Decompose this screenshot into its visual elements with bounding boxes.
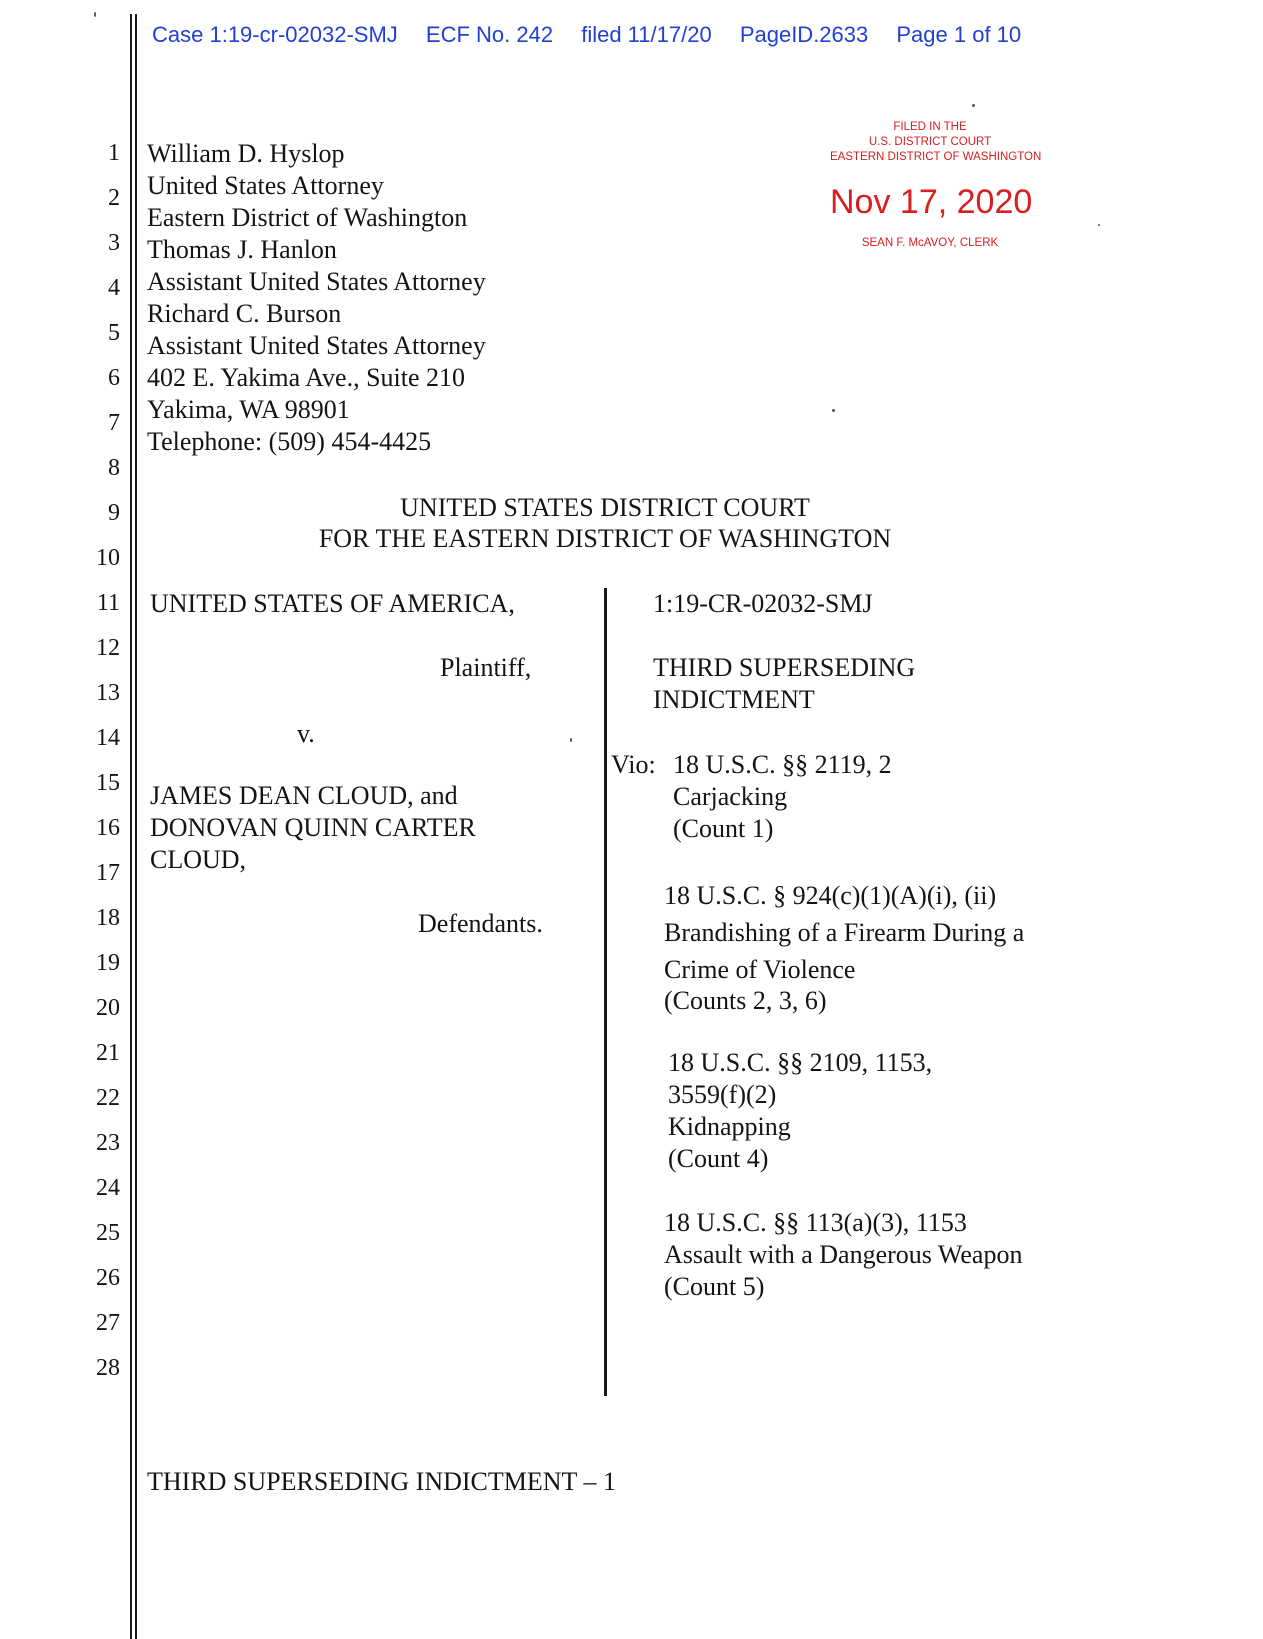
violation-statute: 18 U.S.C. § 924(c)(1)(A)(i), (ii) — [664, 881, 997, 910]
line-number: 11 — [96, 590, 120, 616]
filed-stamp-line1: FILED IN THE — [893, 121, 967, 133]
line-number: 14 — [96, 725, 120, 751]
violation-4 — [664, 1207, 1022, 1303]
ecf-page-count: Page 1 of 10 — [896, 22, 1022, 47]
scan-speck — [972, 104, 975, 107]
ecf-page-id: PageID.2633 — [739, 22, 869, 47]
attorney-line: Eastern District of Washington — [147, 203, 468, 232]
line-number: 16 — [96, 815, 120, 841]
document-title-line2: INDICTMENT — [653, 685, 815, 714]
violations-prefix: Vio: — [611, 750, 656, 779]
ecf-case-number: Case 1:19-cr-02032-SMJ — [152, 22, 398, 47]
left-margin-rule-inner — [135, 14, 137, 1639]
violation-offense: Assault with a Dangerous Weapon — [664, 1240, 1023, 1269]
line-number: 8 — [108, 455, 120, 481]
document-title-line1: THIRD SUPERSEDING — [653, 653, 916, 682]
attorney-line: Thomas J. Hanlon — [147, 235, 337, 264]
line-number: 23 — [96, 1130, 120, 1156]
violation-3 — [668, 1047, 932, 1175]
line-number: 9 — [108, 500, 120, 526]
plaintiff-label: Plaintiff, — [440, 653, 532, 682]
ecf-header — [152, 22, 1021, 48]
line-number: 5 — [108, 320, 120, 346]
line-number: 10 — [96, 545, 120, 571]
line-number: 19 — [96, 950, 120, 976]
versus: v. — [297, 719, 315, 748]
line-number: 25 — [96, 1220, 120, 1246]
scan-speck — [570, 738, 572, 742]
page-footer: THIRD SUPERSEDING INDICTMENT – 1 — [147, 1467, 616, 1496]
attorney-line: 402 E. Yakima Ave., Suite 210 — [147, 363, 466, 392]
line-number: 4 — [108, 275, 120, 301]
line-number: 1 — [108, 140, 120, 166]
violation-counts: (Counts 2, 3, 6) — [664, 986, 827, 1015]
caption-divider — [604, 588, 607, 1396]
violation-counts: (Count 1) — [673, 814, 774, 843]
scan-speck — [832, 409, 835, 412]
attorney-line: United States Attorney — [147, 171, 384, 200]
attorney-block — [147, 138, 486, 458]
line-number: 24 — [96, 1175, 120, 1201]
court-name-line2: FOR THE EASTERN DISTRICT OF WASHINGTON — [318, 524, 892, 553]
ecf-number: ECF No. 242 — [425, 22, 554, 47]
line-number: 12 — [96, 635, 120, 661]
violation-2 — [664, 877, 1024, 1017]
court-name-line1: UNITED STATES DISTRICT COURT — [400, 493, 810, 522]
violation-statute: 18 U.S.C. §§ 2109, 1153, — [668, 1048, 933, 1077]
scan-speck — [94, 12, 96, 17]
violation-statute: 18 U.S.C. §§ 113(a)(3), 1153 — [664, 1208, 967, 1237]
line-number: 17 — [96, 860, 120, 886]
filed-stamp-date: Nov 17, 2020 — [830, 183, 1033, 221]
line-number: 13 — [96, 680, 120, 706]
scan-speck — [1098, 224, 1100, 226]
attorney-line: William D. Hyslop — [147, 139, 345, 168]
attorney-line: Assistant United States Attorney — [147, 267, 486, 296]
violation-offense: Brandishing of a Firearm During a — [664, 918, 1025, 947]
violation-counts: (Count 4) — [668, 1144, 769, 1173]
line-number: 18 — [96, 905, 120, 931]
violation-statute: 18 U.S.C. §§ 2119, 2 — [673, 750, 892, 779]
violation-1 — [673, 749, 892, 845]
left-margin-rule — [130, 14, 132, 1639]
line-number: 27 — [96, 1310, 120, 1336]
line-number: 22 — [96, 1085, 120, 1111]
filed-stamp-clerk: SEAN F. McAVOY, CLERK — [861, 237, 999, 249]
defendants-label: Defendants. — [418, 909, 543, 938]
filed-stamp-line2: U.S. DISTRICT COURT — [868, 136, 992, 148]
violation-offense: Crime of Violence — [664, 955, 856, 984]
violation-offense: Kidnapping — [668, 1112, 791, 1141]
line-number: 2 — [108, 185, 120, 211]
violation-statute: 3559(f)(2) — [668, 1080, 777, 1109]
line-number: 26 — [96, 1265, 120, 1291]
line-number: 21 — [96, 1040, 120, 1066]
case-number: 1:19-CR-02032-SMJ — [653, 589, 873, 618]
line-number: 3 — [108, 230, 120, 256]
line-number: 28 — [96, 1355, 120, 1381]
filed-stamp-line3: EASTERN DISTRICT OF WASHINGTON — [830, 151, 1042, 163]
plaintiff-name: UNITED STATES OF AMERICA, — [150, 589, 515, 618]
line-number: 7 — [108, 410, 120, 436]
line-number: 20 — [96, 995, 120, 1021]
attorney-line: Telephone: (509) 454-4425 — [147, 427, 432, 456]
attorney-line: Yakima, WA 98901 — [147, 395, 350, 424]
defendant-name-line2: DONOVAN QUINN CARTER — [150, 813, 476, 842]
attorney-line: Richard C. Burson — [147, 299, 342, 328]
attorney-line: Assistant United States Attorney — [147, 331, 486, 360]
defendant-name-line1: JAMES DEAN CLOUD, and — [150, 781, 458, 810]
line-number: 6 — [108, 365, 120, 391]
violation-offense: Carjacking — [673, 782, 788, 811]
ecf-filed-date: filed 11/17/20 — [581, 22, 712, 47]
defendant-name-line3: CLOUD, — [150, 845, 247, 874]
line-number: 15 — [96, 770, 120, 796]
violation-counts: (Count 5) — [664, 1272, 765, 1301]
